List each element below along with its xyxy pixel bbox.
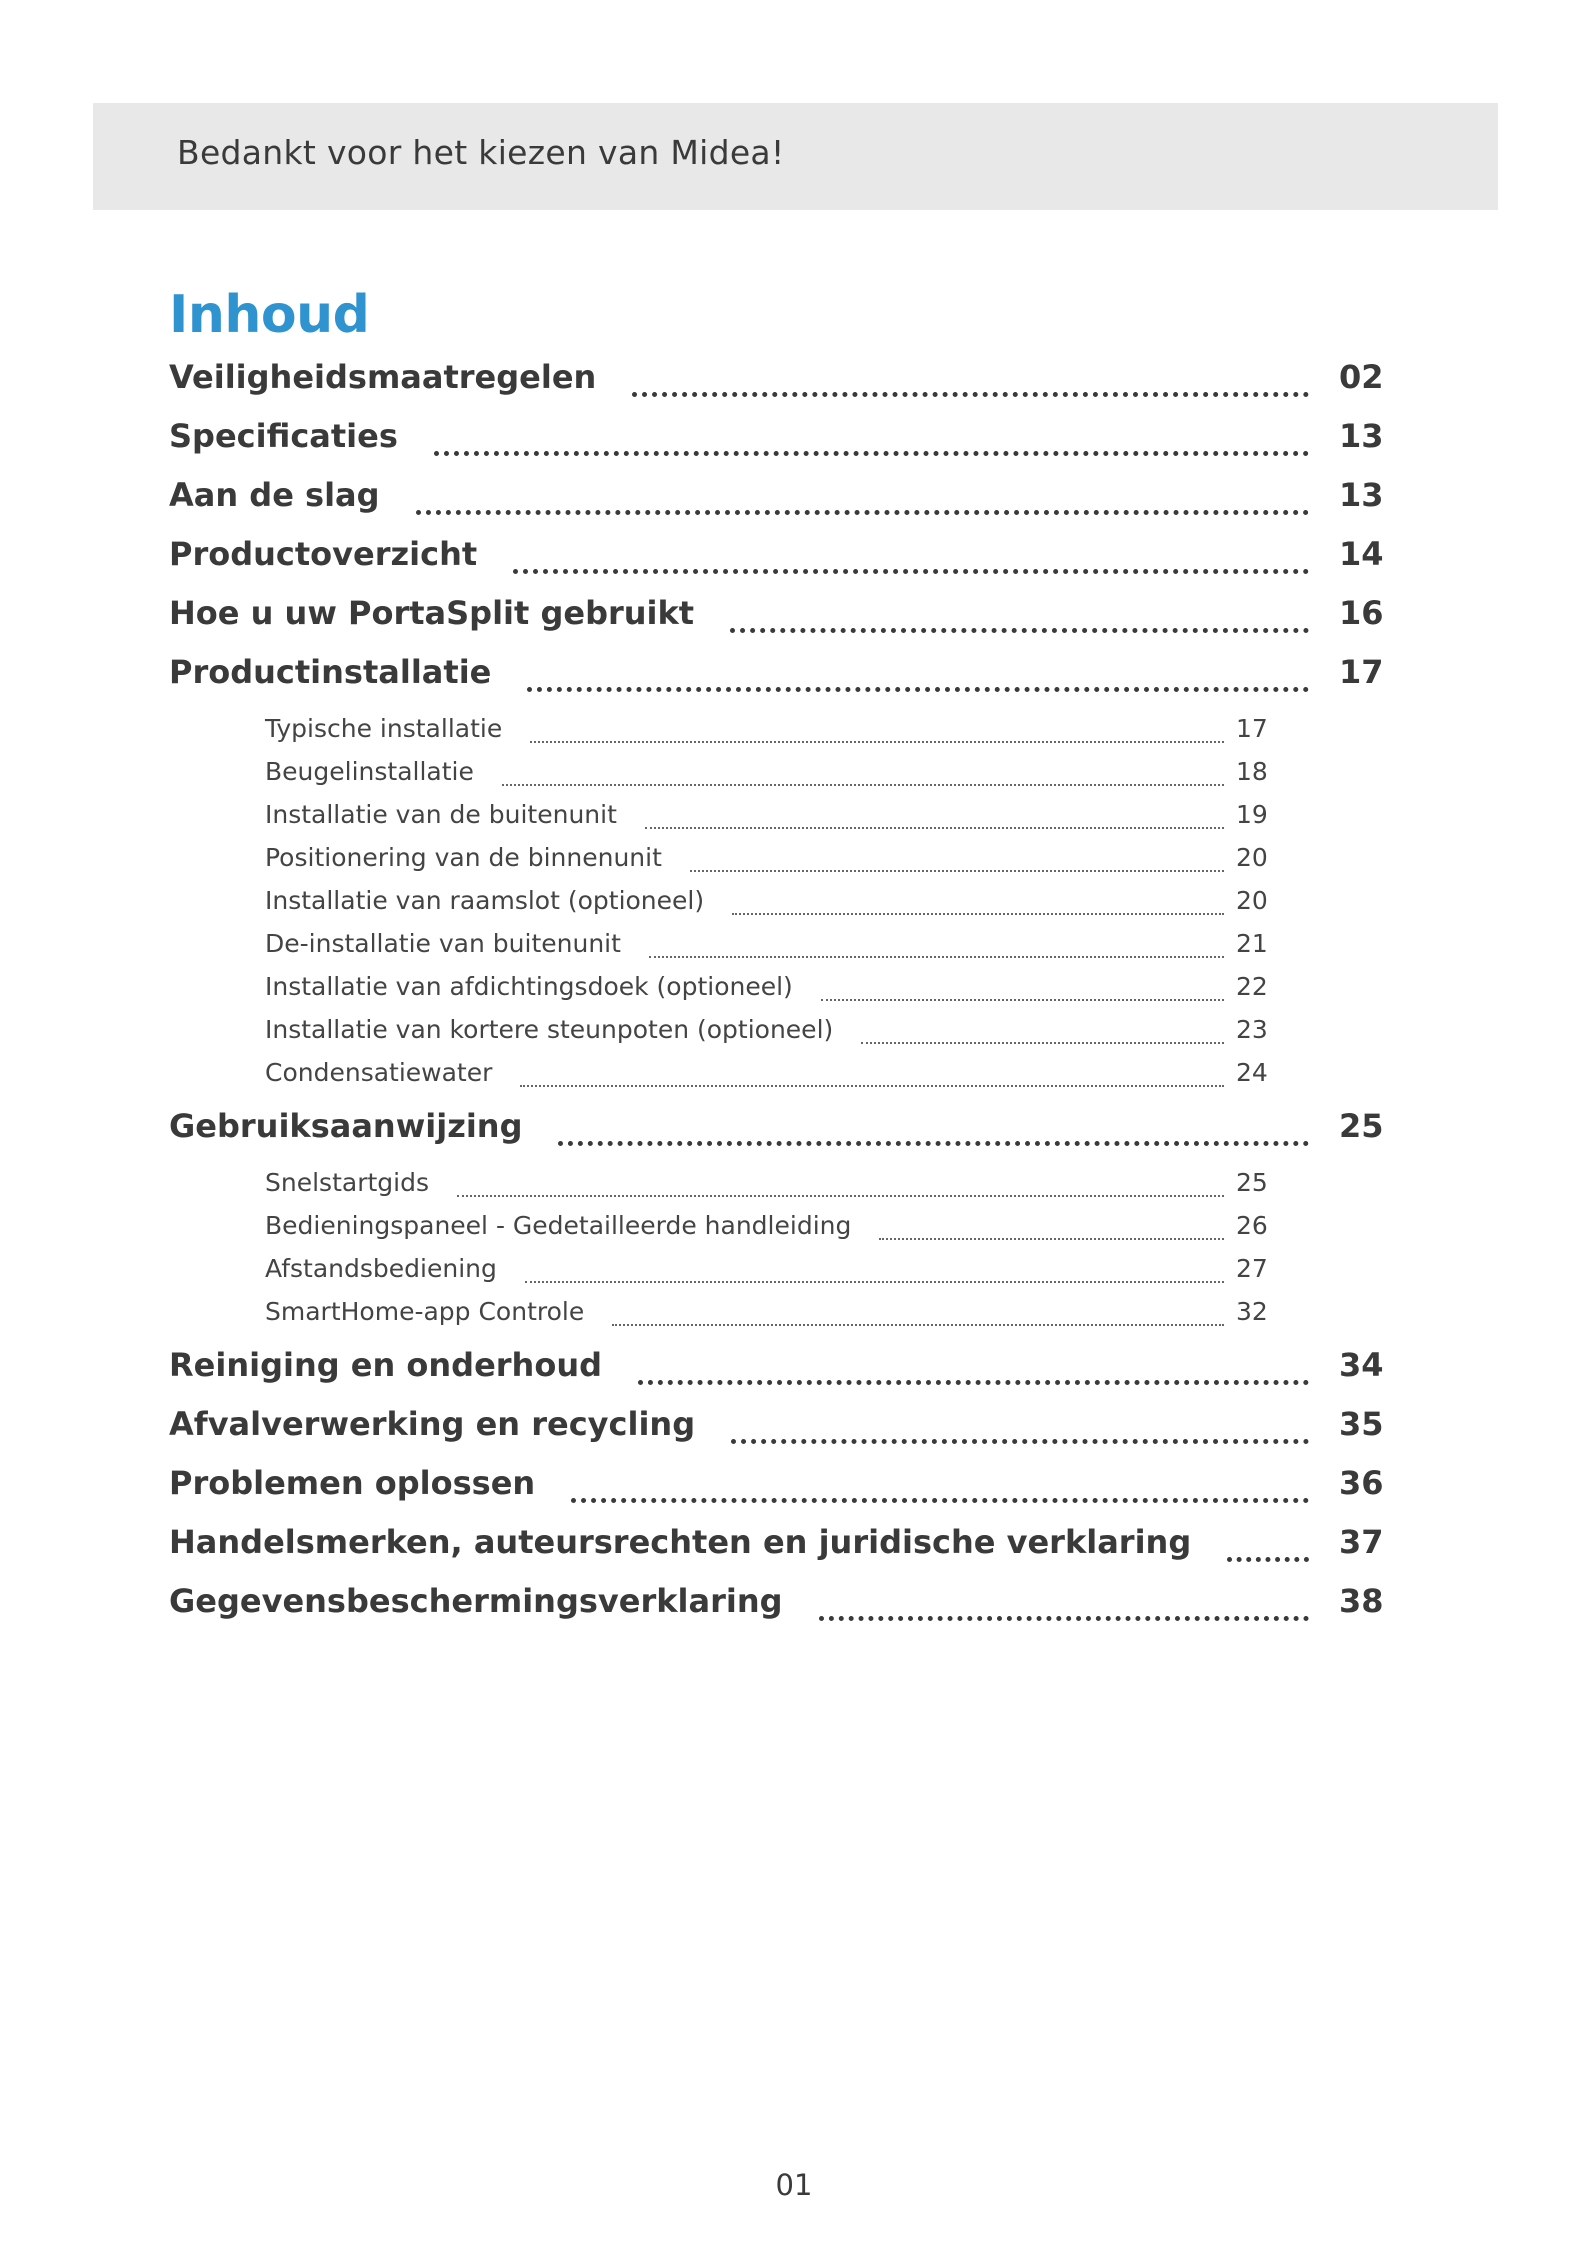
toc-entry-page: 38 [1339, 1582, 1384, 1620]
toc-subentry-page: 17 [1236, 714, 1268, 743]
toc-subentry[interactable] [265, 1015, 1286, 1058]
toc-subentry-label: Beugelinstallatie [265, 757, 474, 786]
toc-entry-label: Gegevensbeschermingsverklaring [169, 1582, 783, 1620]
dot-leader [731, 1439, 1309, 1444]
toc-subentry-label: Snelstartgids [265, 1168, 429, 1197]
toc-entry-page: 34 [1339, 1346, 1384, 1384]
toc-entry-label: Afvalverwerking en recycling [169, 1405, 696, 1443]
toc-subentry[interactable] [265, 1211, 1286, 1254]
toc-entry-page: 16 [1339, 594, 1384, 632]
toc-entry-label: Specificaties [169, 417, 398, 455]
dot-leader [513, 569, 1309, 574]
dot-leader [649, 956, 1224, 958]
toc-subentry[interactable] [265, 757, 1286, 800]
dot-leader [612, 1324, 1224, 1326]
toc-entry-page: 37 [1339, 1523, 1384, 1561]
dot-leader [457, 1195, 1224, 1197]
toc-subentry-label: SmartHome-app Controle [265, 1297, 585, 1326]
dot-leader [530, 741, 1224, 743]
toc-entry-label: Handelsmerken, auteursrechten en juridische verklaring [169, 1523, 1192, 1561]
toc-entry[interactable] [169, 535, 1419, 594]
toc-subentry-label: De-installatie van buitenunit [265, 929, 621, 958]
toc-subentry-page: 20 [1236, 886, 1268, 915]
dot-leader [861, 1042, 1224, 1044]
toc-entry-label: Aan de slag [169, 476, 380, 514]
dot-leader [645, 827, 1224, 829]
toc-subentry[interactable] [265, 843, 1286, 886]
toc-subentry-page: 25 [1236, 1168, 1268, 1197]
toc-entry-page: 14 [1339, 535, 1384, 573]
toc-subentry-page: 27 [1236, 1254, 1268, 1283]
toc-subentry-page: 18 [1236, 757, 1268, 786]
toc-subentry[interactable] [265, 886, 1286, 929]
toc-subentry-page: 21 [1236, 929, 1268, 958]
toc-entry-label: Gebruiksaanwijzing [169, 1107, 523, 1145]
toc-subentry-label: Installatie van afdichtingsdoek (optioneel) [265, 972, 793, 1001]
dot-leader [527, 687, 1309, 692]
toc-entry-label: Productinstallatie [169, 653, 492, 691]
toc-subentry[interactable] [265, 972, 1286, 1015]
toc-subentry-page: 19 [1236, 800, 1268, 829]
page-number: 01 [775, 2168, 813, 2202]
dot-leader [558, 1141, 1309, 1146]
dot-leader [821, 999, 1224, 1001]
toc-entry[interactable] [169, 476, 1419, 535]
toc-entry[interactable] [169, 1405, 1419, 1464]
toc-subentry-label: Installatie van raamslot (optioneel) [265, 886, 705, 915]
toc-subentry-page: 20 [1236, 843, 1268, 872]
toc-subentry-label: Installatie van kortere steunpoten (optioneel) [265, 1015, 834, 1044]
header-banner [93, 103, 1498, 210]
toc-subentry-label: Bedieningspaneel - Gedetailleerde handleiding [265, 1211, 852, 1240]
dot-leader [416, 510, 1309, 515]
toc-entry-page: 13 [1339, 417, 1384, 455]
toc-subentry[interactable] [265, 1168, 1286, 1211]
banner-text: Bedankt voor het kiezen van Midea! [177, 133, 785, 172]
toc-entry-label: Reiniging en onderhoud [169, 1346, 602, 1384]
dot-leader [879, 1238, 1224, 1240]
dot-leader [730, 628, 1309, 633]
toc-subentry-page: 26 [1236, 1211, 1268, 1240]
dot-leader [638, 1380, 1309, 1385]
toc-entry-label: Hoe u uw PortaSplit gebruikt [169, 594, 695, 632]
toc-subentry-label: Installatie van de buitenunit [265, 800, 617, 829]
toc-entry-page: 17 [1339, 653, 1384, 691]
toc-subgroup-gebruik [169, 1166, 1419, 1346]
toc-entry-page: 13 [1339, 476, 1384, 514]
toc-subentry-label: Afstandsbediening [265, 1254, 497, 1283]
dot-leader [690, 870, 1224, 872]
toc-entry-page: 25 [1339, 1107, 1384, 1145]
toc-entry-label: Productoverzicht [169, 535, 478, 573]
toc-entry[interactable] [169, 1346, 1419, 1405]
toc-subentry[interactable] [265, 800, 1286, 843]
toc-subentry-page: 24 [1236, 1058, 1268, 1087]
toc-entry[interactable] [169, 417, 1419, 476]
toc-subentry[interactable] [265, 1297, 1286, 1340]
toc-entry-label: Veiligheidsmaatregelen [169, 358, 597, 396]
dot-leader [632, 392, 1309, 397]
toc-entry-page: 35 [1339, 1405, 1384, 1443]
toc-subentry-page: 23 [1236, 1015, 1268, 1044]
dot-leader [434, 451, 1309, 456]
dot-leader [819, 1616, 1309, 1621]
toc-entry[interactable] [169, 1107, 1419, 1166]
toc-entry[interactable] [169, 1464, 1419, 1523]
toc-entry[interactable] [169, 653, 1419, 712]
toc-subentry[interactable] [265, 1058, 1286, 1101]
toc-entry[interactable] [169, 594, 1419, 653]
toc-subentry-page: 22 [1236, 972, 1268, 1001]
table-of-contents [169, 358, 1419, 1641]
dot-leader [1227, 1557, 1309, 1562]
dot-leader [571, 1498, 1309, 1503]
toc-entry-page: 36 [1339, 1464, 1384, 1502]
dot-leader [525, 1281, 1224, 1283]
toc-entry[interactable] [169, 358, 1419, 417]
toc-subentry[interactable] [265, 1254, 1286, 1297]
dot-leader [520, 1085, 1224, 1087]
toc-entry[interactable] [169, 1582, 1419, 1641]
toc-subentry-page: 32 [1236, 1297, 1268, 1326]
toc-subentry[interactable] [265, 929, 1286, 972]
toc-entry[interactable] [169, 1523, 1419, 1582]
toc-subentry-label: Condensatiewater [265, 1058, 493, 1087]
toc-subentry-label: Typische installatie [265, 714, 503, 743]
toc-subentry[interactable] [265, 714, 1286, 757]
page-title: Inhoud [169, 285, 370, 345]
dot-leader [502, 784, 1224, 786]
toc-subgroup-installatie [169, 712, 1419, 1107]
dot-leader [732, 913, 1224, 915]
toc-entry-label: Problemen oplossen [169, 1464, 536, 1502]
toc-entry-page: 02 [1339, 358, 1384, 396]
toc-subentry-label: Positionering van de binnenunit [265, 843, 662, 872]
